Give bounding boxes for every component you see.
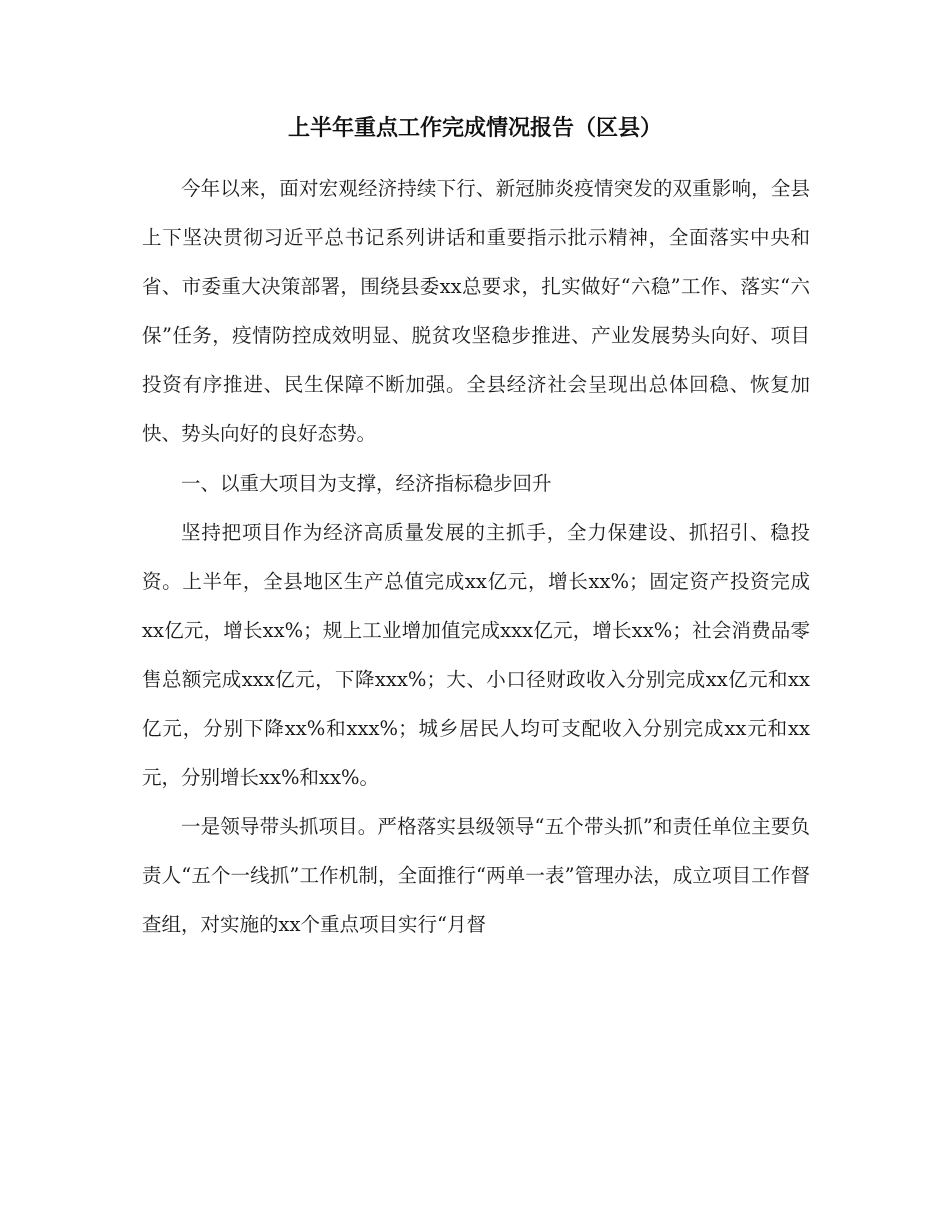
paragraph-intro: 今年以来，面对宏观经济持续下行、新冠肺炎疫情突发的双重影响，全县上下坚决贯彻习近平总书记系列讲话和重要指示批示精神，全面落实中央和省、市委重大决策部署，围绕县委xx总要求，扎实做好“六稳”工作、落实“六保”任务，疫情防控成效明显、脱贫攻坚稳步推进、产业发展势头向好、项目投资有序推进、民生保障不断加强。全县经济社会呈现出总体回稳、恢复加快、势头向好的良好态势。	[142, 177, 810, 446]
document-title: 上半年重点工作完成情况报告（区县）	[287, 115, 662, 141]
section-heading-1: 一、以重大项目为支撑，经济指标稳步回升	[181, 471, 552, 495]
paragraph-leadership-projects: 一是领导带头抓项目。严格落实县级领导“五个带头抓”和责任单位主要负责人“五个一线抓”工作机制，全面推行“两单一表”管理办法，成立项目工作督查组，对实施的xx个重点项目实行“月督	[142, 815, 810, 937]
document-body	[142, 164, 810, 950]
paragraph-economic-indicators: 坚持把项目作为经济高质量发展的主抓手，全力保建设、抓招引、稳投资。上半年，全县地区生产总值完成xx亿元，增长xx%；固定资产投资完成xx亿元，增长xx%；规上工业增加值完成xxx亿元，增长xx%；社会消费品零售总额完成xxx亿元，下降xxx%；大、小口径财政收入分别完成xx亿元和xx亿元，分别下降xx%和xxx%；城乡居民人均可支配收入分别完成xx元和xx元，分别增长xx%和xx%。	[142, 520, 810, 790]
